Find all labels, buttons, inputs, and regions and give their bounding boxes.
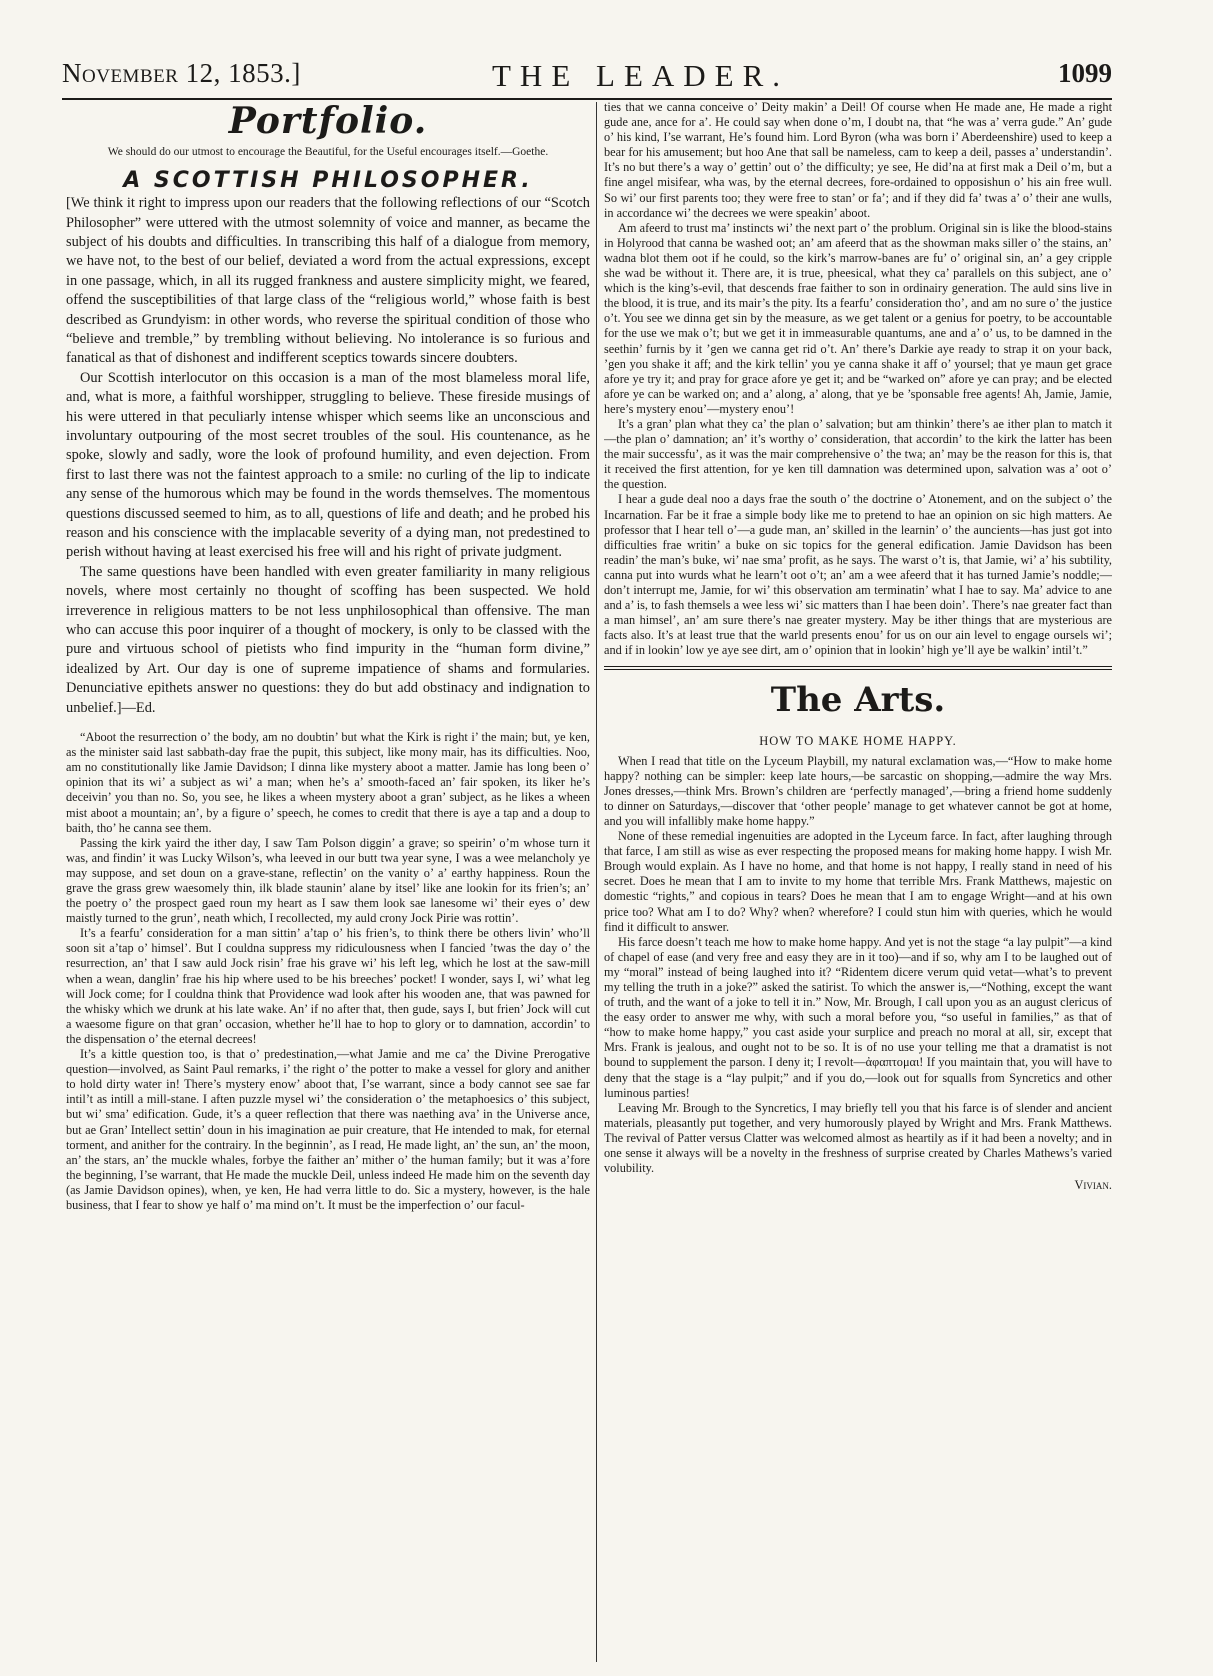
portfolio-heading: Portfolio.	[228, 100, 428, 142]
continuation-paragraph: I hear a gude deal noo a days frae the south o’ the doctrine o’ Atonement, and on the subject o’ the Incarnation. Far be it frae a simple body like me to pretend to hae an opinion on sic high matters. Ae professor that I hear tell o’—a gude man, an’ skilled in the learnin’ o’ the auncients—has just got into difficulties frae writin’ a buke on sic topics for the general edification. Jamie Davidson has been readin’ the man’s buke, wi’ nae sma’ profit, as he says. The warst o’t is, that Jamie, wi’ a’ his subtility, canna put into wurds what he learn’t oot o’t; an’ am a wee afeerd that it has turned Jamie’s noddle;—don’t interrupt me, Jamie, for wi’ this observation am terminatin’ what I hae to say. Ma’ advice to ane and a’ is, to fash themsels a wee less wi’ sic matters than I hae been doin’. There’s nae greater fact than a man himsel’, an’ am sure there’s nae greater mystery. May be ither things that are mysterious are facts also. It’s at least true that the warld presents enou’ for us on our ain level to engage oursels wi’; and if in lookin’ low ye aye see dirt, am o’ opinion that in lookin’ high ye’ll aye be walkin’ intil’t.”	[604, 492, 1112, 658]
continuation-paragraph: It’s a gran’ plan what they ca’ the plan o’ salvation; but am thinkin’ there’s ae ither plan to match it—the plan o’ damnation; an’ it’s worthy o’ consideration, that accordin’ to the kirk the latter has been the mair successfu’, as it was the mair comprehensive o’ the twa; an’ may be the reason for this is, that it received the first attention, for ye ken till damnation was determined upon, salvation was a’ oot o’ the question.	[604, 416, 1112, 492]
review-paragraph: None of these remedial ingenuities are adopted in the Lyceum farce. In fact, after laughing through that farce, I am still as wise as ever respecting the proposed means for making home happy. I wish Mr. Brough would explain. As I have no home, and that home is not happy, I really stand in need of his secret. Does he mean that I am to invite to my home that terrible Mrs. Frank Matthews, majestic on domestic “rights,” and copious in tears? Does he mean that I am to engage Wright—and at his own price too? What am I to do? Why? when? wherefore? I could stun him with queries, which he would find it difficult to answer.	[604, 829, 1112, 934]
intro-paragraph: [We think it right to impress upon our readers that the following reflections of our “Scotch Philosopher” were uttered with the utmost solemnity of voice and manner, as became the subject of his doubts and difficulties. In transcribing this half of a dialogue from memory, we have not, to the best of our belief, deviated a word from the actual expressions, except in one passage, which, in all its rugged frankness and austere simplicity might, we feared, offend the susceptibilities of that large class of the “religious world,” whose faith is best described as Grundyism: in other words, who reverse the spiritual condition of those who “believe and tremble,” by trembling without believing. No intolerance is so furious and fanatical as that of dishonest and indifferent sceptics towards sincere doubters.	[66, 195, 590, 367]
theatre-review	[604, 754, 1112, 1177]
monologue-paragraph: It’s a fearfu’ consideration for a man sittin’ a’tap o’ his frien’s, to think there be others livin’ who’ll soon sit a’tap o’ himsel’. But I couldna suppress my ridiculousness when I fancied ’twas the day o’ the resurrection, an’ that I saw auld Jock risin’ frae his grave wi’ his left leg, which he lost at the saw-mill when a wean, danglin’ frae his hip where used to be his breeches’ pocket! I wonder, says I, wi’ what leg will Jock come; for I couldna think that Providence wad look after his wooden ane, that was pawned for the whisky which we drunk at his late wake. An’ if no after that, then gude, says I, but frien’ Jock will cut a waesome figure on that gran’ occasion, whether he’ll hae to hop to glory or to damnation, accordin’ to the dispensation o’ the eternal decrees!	[66, 926, 590, 1046]
page-number: 1099	[1058, 58, 1112, 88]
goethe-motto: We should do our utmost to encourage the Beautiful, for the Useful encourages itself.—Goethe.	[107, 146, 549, 158]
monologue-paragraph: Passing the kirk yaird the ither day, I saw Tam Polson diggin’ a grave; so speirin’ o’m whose turn it was, and findin’ it was Lucky Wilson’s, wha leeved in our butt twa year syne, I was a wee melancholy ye may suppose, and set doun on a grave-stane, reflectin’ on the vanity o’ a’ earthy happiness. Roun the grave the grass grew waesomely thin, ilk blade staunin’ alane by itsel’ like ane lookin for its frien’s; an’ the poetry o’ the prospect gaed roun my heart as I saw them look sae lanesome wi’ their eyes o’ dew maistly turned to the grun’, neath which, I recollected, my auld crony Jock Pirie was rottin’.	[66, 835, 590, 926]
continuation-paragraph: ties that we canna conceive o’ Deity makin’ a Deil! Of course when He made ane, He made a right gude ane, ance for a’. He could say when done o’m, I doubt na, that “he was a’ verra gude.” An’ gude o’ his kind, I’se warrant, He’s found him. Lord Byron (wha was born i’ Aberdeenshire) used to keep a bear for his amusement; but hoo Ane that sall be nameless, cam to keep a deil, passes a’ understandin’. It’s no but there’s a way o’ gettin’ out o’ the difficulty; ye see, He did’na at first mak a Deil o’m, but a fine angel misifear, wha was, by the eternal decrees, fore-ordained to opposishun o’ his ain free wull. So wi’ our first parents too; they were free to stan’ or fa’; and if they did fa’ twas a’ o’ their ane wulls, in accordance wi’ the decrees we were speakin’ aboot.	[604, 100, 1112, 220]
editor-introduction	[66, 194, 590, 718]
philosopher-monologue	[66, 730, 590, 1213]
column-divider	[596, 102, 597, 1662]
continuation-paragraph: Am afeerd to trust ma’ instincts wi’ the next part o’ the problum. Original sin is like the blood-stains in Holyrood that canna be washed oot; an’ am afeerd that as the showman maks siller o’ the stains, an’ wadna blot them oot if he could, so the kirk’s marrow-banes are fu’ o’ original sin, an’ a gey cripple she wad be without it. There are, it is true, pheesical, what they ca’ parallels on this subject, ane o’ which is the king’s-evil, that descends frae faither to son in ordinairy generation. The auld sins live in the blood, it is true, and its mair’s the pity. Its a fearfu’ consideration tho’, and am no sure o’ the justice o’t. You see we dinna get sin by the measure, as we get talent or a genius for poetry, to be accountable for the use we mak o’t; but we get it in immeasurable quantums, ane and a’ o’ us, to be damned in the seethin’ furnis by it ’gen we canna get rid o’t. An’ there’s Darkie aye ready to strap it on your back, ’gen you shake it aff; and the kirk tellin’ you ye canna shake it aff o’ yoursel; that ye maun get grace afore ye try it; and pray for grace afore ye get it; and be “warked on” afore ye can pray; and be elected afore ye can be warked on; and a’ along, a’ along, that ye be ’sponsable free agents! Ah, Jamie, Jamie, here’s mystery enou’—mystery enou’!	[604, 220, 1112, 416]
issue-date: November 12, 1853.]	[62, 58, 301, 88]
newspaper-title: THE LEADER.	[492, 58, 790, 93]
masthead	[62, 58, 1112, 100]
section-divider	[604, 666, 1112, 670]
left-column	[66, 100, 590, 1660]
right-column	[604, 100, 1112, 1660]
review-title: HOW TO MAKE HOME HAPPY.	[759, 734, 957, 749]
monologue-paragraph: It’s a kittle question too, is that o’ predestination,—what Jamie and me ca’ the Divine Prerogative question—involved, as Saint Paul remarks, i’ the right o’ the potter to make a vessel for glory and anither to hold dirty water in! There’s mystery enow’ aboot that, I’se warrant, since a body cannot see sae far intil’t as intill a mill-stane. I aften puzzle mysel wi’ the consideration o’ the metaphoesics o’ this subject, but wi’ sma’ edification. Gude, it’s a queer reflection that there was naething ava’ in the Universe ance, but ae Gran’ Intellect settin’ doun in his imagination ae puir creature, that He intended to mak, for eternal torment, and anither for the contrairy. In the beginnin’, as I read, He made light, an’ the sun, an’ the moon, an’ the stars, an’ the muckle whales, forbye the faither an’ mither o’ the human family; but it was a’fore the beginning, I’se warrant, that He made the muckle Deil, unless indeed He made him on the seventh day (as Jamie Davidson opines), when, ye ken, He had verra little to do. Sic a mystery, however, is the hale business, that I fear to show ye half o’ ma mind on’t. It must be the imperfection o’ our facul-	[66, 1047, 590, 1212]
article-title: A SCOTTISH PHILOSOPHER.	[123, 168, 533, 193]
review-paragraph: His farce doesn’t teach me how to make home happy. And yet is not the stage “a lay pulpit”—a kind of chapel of ease (and very free and easy they are in it too)—and if so, why am I to be laughed out of my “moral” instead of being laughed into it? “Ridentem dicere verum quid vetat—what’s to prevent my telling the truth in a joke?” asked the satirist. To which the answer is,—“Nothing, except the want of truth, and the want of a joke to tell it in.” Now, Mr. Brough, I call upon you as an august clericus of the easy order to answer me why, with such a moral before you, “so useful in families,” as that of “how to make home happy,” you cast aside your surplice and preach no moral at all, sir, except that Mrs. Frank is jealous, and ought not to be so. It is of no use your telling me that a dramatist is not bound to supplement the parson. I deny it; I revolt—ἀφαπτομαι! If you maintain that, you will have to deny that the stage is a “lay pulpit;” and if you do,—look out for squalls from Syncretics and other luminous parties!	[604, 934, 1112, 1100]
monologue-continuation	[604, 100, 1112, 658]
arts-heading: The Arts.	[770, 680, 946, 721]
review-paragraph: Leaving Mr. Brough to the Syncretics, I may briefly tell you that his farce is of slender and ancient materials, pleasantly put together, and very humorously played by Wright and Mrs. Frank Matthews. The revival of Patter versus Clatter was welcomed almost as heartily as if it had been a novelty; and in one sense it always will be a novelty in the freshness of surprise created by Charles Mathews’s varied volubility.	[604, 1100, 1112, 1176]
intro-paragraph: Our Scottish interlocutor on this occasion is a man of the most blameless moral life, and, what is more, a faithful worshipper, struggling to believe. These fireside musings of his were uttered in that peculiarly intense whisper which seems like an unconscious and involuntary outpouring of the most secret troubles of the soul. His countenance, as he spoke, slowly and sadly, wore the look of profound humility, and even dejection. From first to last there was not the faintest approach to a smile: no curling of the lip to indicate any sense of the humorous which may be found in the words themselves. The momentous questions discussed seemed to him, as to all, questions of life and death; and he probed his reason and his conscience with the implacable severity of a dying man, not predestined to perish without having at least exercised his free will and his right of private judgment.	[66, 369, 590, 561]
review-paragraph: When I read that title on the Lyceum Playbill, my natural exclamation was,—“How to make home happy? nothing can be simpler: keep late hours,—be sarcastic on shopping,—admire the way Mrs. Jones dresses,—think Mrs. Brown’s children are ‘perfectly managed’,—bring a friend home suddenly to dinner on Saturdays,—discover that ‘other people’ manage to get whatever cannot be got at home, and you will infallibly make home happy.”	[604, 753, 1112, 828]
monologue-paragraph: “Aboot the resurrection o’ the body, am no doubtin’ but what the Kirk is right i’ the main; but, ye ken, as the minister said last sabbath-day frae the pupit, this subject, like mony mair, has its difficulties. Noo, am no constitutionally like Jamie Davidson; I dinna like mystery aboot a matter. Jamie has long been o’ opinion that its wi’ a subject as wi’ a man; when he’s a’ smooth-faced an’ fair spoken, its liker he’s deceivin’ you than no. So, you see, he likes a wheen mystery aboot a gran’ subject, as he likes a wheen mist aboot a mountain; an’, by a figure o’ speech, he comes to credit that there is aye a tap and a doup to baith, tho’ he canna see them.	[66, 730, 590, 835]
author-signature: Vivian.	[1074, 1178, 1112, 1193]
intro-paragraph: The same questions have been handled with even greater familiarity in many religious novels, where most certainly no thought of scoffing has been suspected. We hold irreverence in religious matters to be not less unphilosophical than offensive. The man who can accuse this poor inquirer of a thought of mockery, is only to be classed with the pure and virtuous school of pietists who find impurity in the “human form divine,” idealized by Art. Our day is one of supreme impatience of shams and formularies. Denunciative epithets answer no questions: they do but add obstinacy and indignation to unbelief.]—Ed.	[66, 563, 590, 716]
